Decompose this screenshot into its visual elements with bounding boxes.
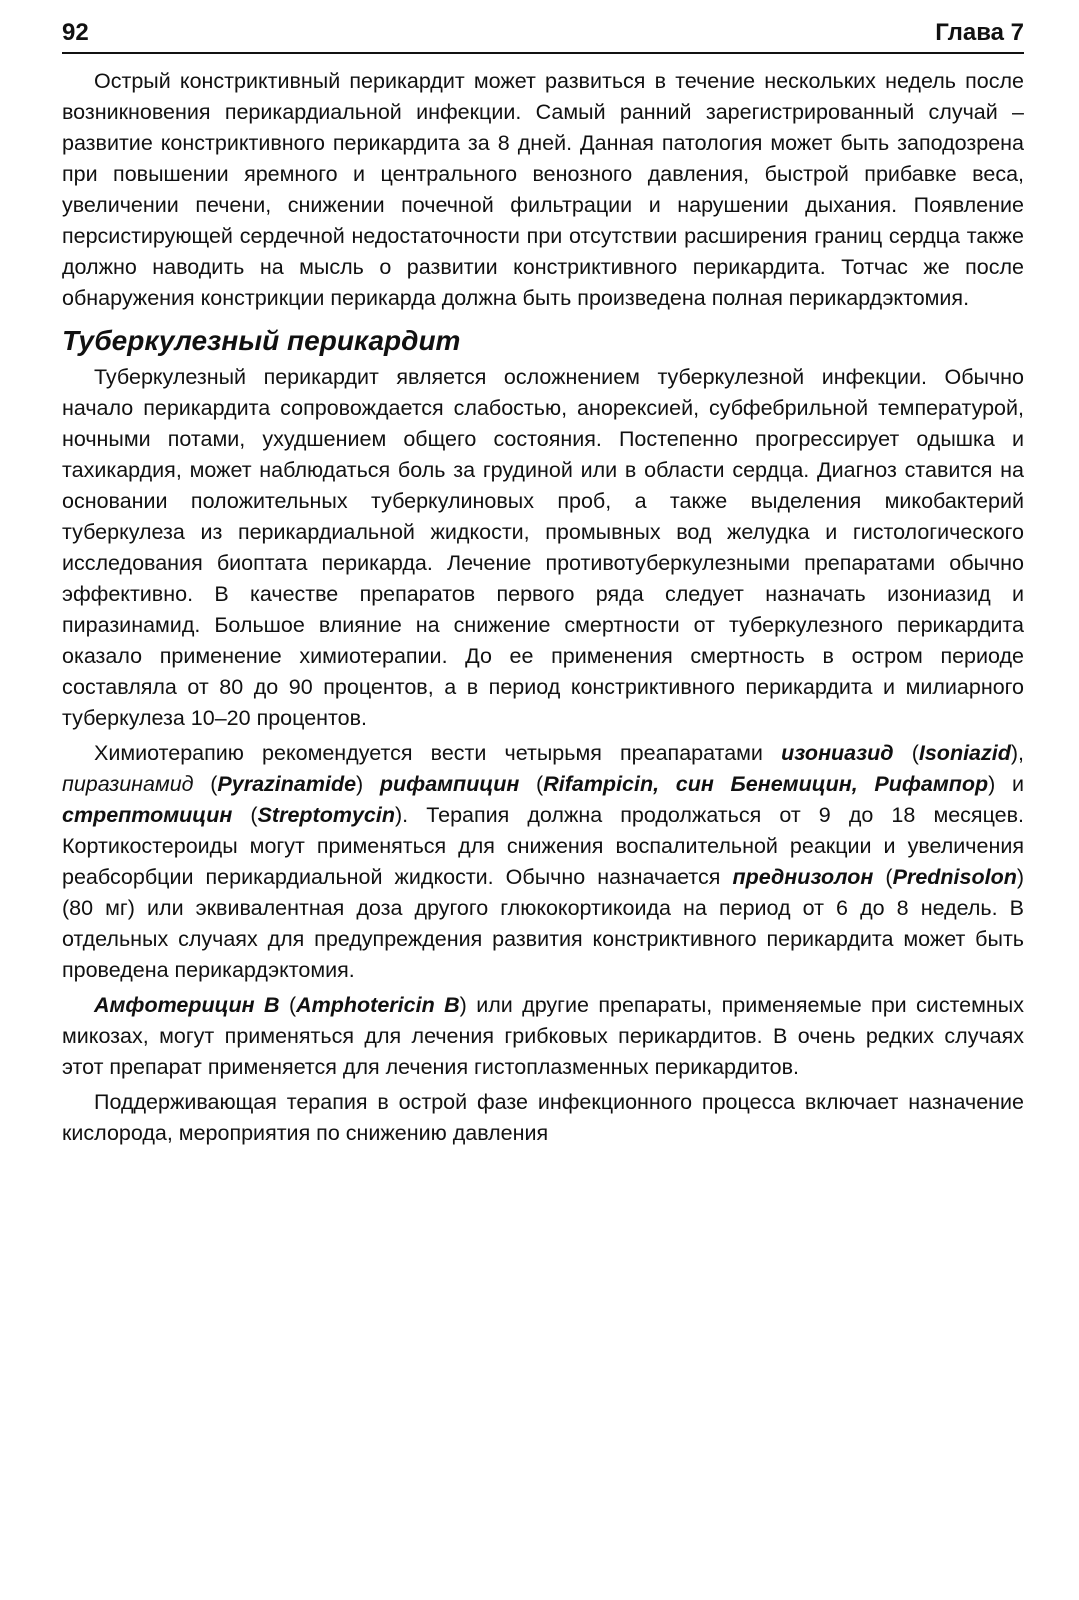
book-page [62, 18, 1024, 1149]
text-run: ). Терапия должна продолжаться от 9 до 18 месяцев. Кортикостероиды могут применяться для снижения воспалительной реакции и увеличения реабсорбции перикардиальной жидкости. Обычно назначается [62, 803, 1024, 889]
text-run: ( [519, 772, 544, 796]
drug-name-latin: Prednisolon [892, 865, 1017, 889]
drug-name-latin: Isoniazid [918, 741, 1011, 765]
running-header [62, 18, 1024, 54]
section-heading: Туберкулезный перикардит [62, 325, 461, 356]
text-run: ( [873, 865, 893, 889]
drug-name-latin: Rifampicin, син Бенемицин, Рифампор [543, 772, 989, 796]
drug-name-latin: Amphotericin B [296, 993, 460, 1017]
paragraph-amphotericin [62, 990, 1024, 1083]
drug-name-latin: Streptomycin [257, 803, 395, 827]
text-run: ) и [988, 772, 1025, 796]
text-run: ), [1010, 741, 1024, 765]
drug-name: изониазид [781, 741, 894, 765]
drug-name: преднизолон [732, 865, 874, 889]
text-run: ( [232, 803, 258, 827]
text-run: ( [893, 741, 919, 765]
page-number: 92 [62, 19, 89, 46]
drug-name: пиразинамид [62, 772, 194, 796]
paragraph-constrictive: Острый констриктивный перикардит может развиться в течение нескольких недель после возникновения перикардиальной инфекции. Самый ранний зарегистрированный случай – развитие констриктивного перикардита за 8 дней. Данная патология может быть заподозрена при повышении яремного и центрального венозного давления, быстрой прибавке веса, увеличении печени, снижении почечной фильтрации и нарушении дыхания. Появление персистирующей сердечной недостаточности при отсутствии расширения границ сердца также должно наводить на мысль о развитии констриктивного перикардита. Тотчас же после обнаружения констрикции перикарда должна быть произведена полная перикардэктомия. [62, 69, 1024, 310]
text-run: ) [356, 772, 380, 796]
page-body [62, 66, 1024, 1149]
text-run: ) или другие препараты, применяемые при системных микозах, могут применяться для лечения грибковых перикардитов. В очень редких случаях этот препарат применяется для лечения гистоплазменных перикардитов. [62, 993, 1024, 1079]
drug-name: рифампицин [379, 772, 520, 796]
chapter-label: Глава 7 [935, 19, 1024, 46]
text-run: ( [193, 772, 218, 796]
paragraph-tuberculous: Туберкулезный перикардит является осложнением туберкулезной инфекции. Обычно начало перикардита сопровождается слабостью, анорексией, субфебрильной температурой, ночными потами, ухудшением общего состояния. Постепенно прогрессирует одышка и тахикардия, может наблюдаться боль за грудиной или в области сердца. Диагноз ставится на основании положительных туберкулиновых проб, а также выделения микобактерий туберкулеза из перикардиальной жидкости, промывных вод желудка и гистологического исследования биоптата перикарда. Лечение противотуберкулезными препаратами обычно эффективно. В качестве препаратов первого ряда следует назначать изониазид и пиразинамид. Большое влияние на снижение смертности от туберкулезного перикардита оказало применение химиотерапии. До ее применения смертность в остром периоде составляла от 80 до 90 процентов, а в период констриктивного перикардита и милиарного туберкулеза 10–20 процентов. [62, 365, 1024, 730]
drug-name-latin: Pyrazinamide [217, 772, 357, 796]
text-run: Химиотерапию рекомендуется вести четырьмя преапаратами [94, 741, 782, 765]
drug-name: Амфотерицин В [94, 993, 280, 1017]
text-run: ) (80 мг) или эквивалентная доза другого глюкокортикоида на период от 6 до 8 недель. В отдельных случаях для предупреждения развития констриктивного перикардита может быть проведена перикардэктомия. [62, 865, 1025, 982]
paragraph-chemotherapy [62, 738, 1024, 986]
paragraph-supportive: Поддерживающая терапия в острой фазе инфекционного процесса включает назначение кислорода, мероприятия по снижению давления [62, 1090, 1024, 1145]
drug-name: стрептомицин [62, 803, 233, 827]
text-run: ( [279, 993, 297, 1017]
